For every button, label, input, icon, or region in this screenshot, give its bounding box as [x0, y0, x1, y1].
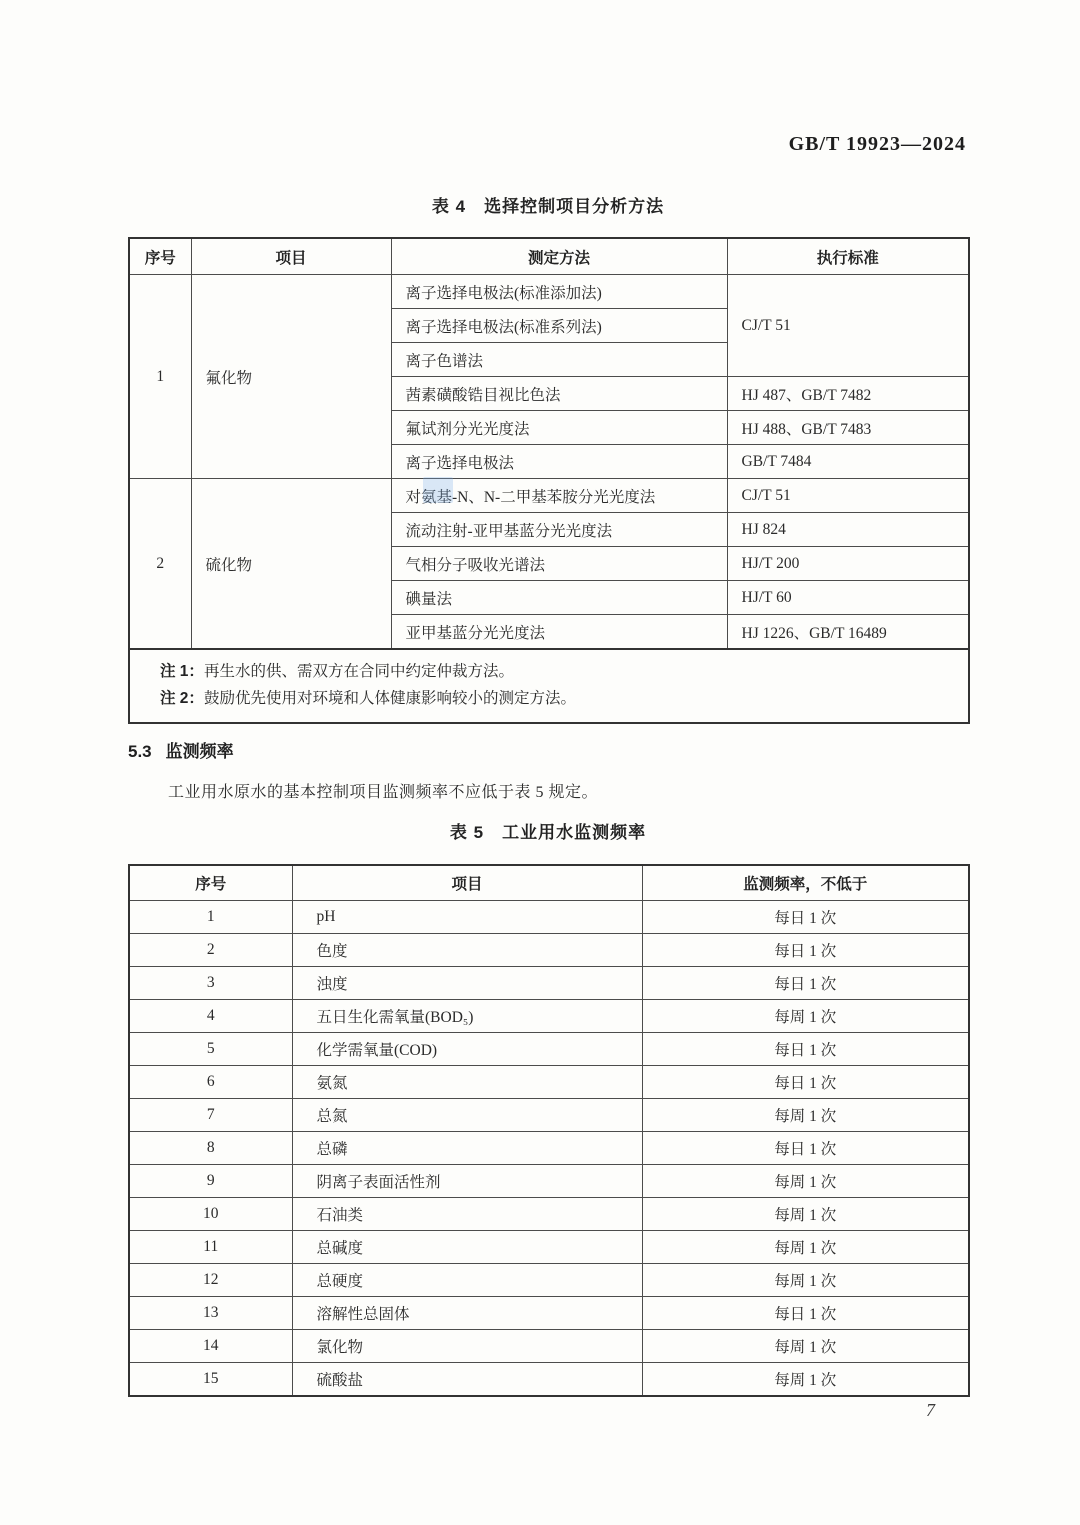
- item-name: 石油类: [292, 1198, 642, 1231]
- frequency-value: 每日 1 次: [642, 901, 969, 934]
- frequency-value: 每周 1 次: [642, 1330, 969, 1363]
- standard-code: HJ/T 60: [727, 581, 969, 615]
- table5-body: [129, 901, 969, 1397]
- item-name: 阴离子表面活性剂: [292, 1165, 642, 1198]
- table5-row: [129, 1330, 969, 1363]
- row-number: 13: [129, 1297, 292, 1330]
- col-header-method: 测定方法: [391, 238, 727, 275]
- standard-code: HJ 487、GB/T 7482: [727, 377, 969, 411]
- method-name: 亚甲基蓝分光光度法: [391, 615, 727, 650]
- standard-code: HJ 1226、GB/T 16489: [727, 615, 969, 650]
- table5-row: [129, 1000, 969, 1033]
- frequency-value: 每周 1 次: [642, 1363, 969, 1397]
- item-name: 总碱度: [292, 1231, 642, 1264]
- item-name: pH: [292, 901, 642, 934]
- method-name: 气相分子吸收光谱法: [391, 547, 727, 581]
- item-name: 溶解性总固体: [292, 1297, 642, 1330]
- table5-row: [129, 1132, 969, 1165]
- table5-row: [129, 901, 969, 934]
- frequency-value: 每周 1 次: [642, 1099, 969, 1132]
- standard-code: CJ/T 51: [727, 479, 969, 513]
- frequency-value: 每日 1 次: [642, 1297, 969, 1330]
- row-number: 10: [129, 1198, 292, 1231]
- row-number: 8: [129, 1132, 292, 1165]
- frequency-value: 每日 1 次: [642, 967, 969, 1000]
- table5-header: [129, 865, 969, 901]
- item-name: 五日生化需氧量(BOD₅): [292, 1000, 642, 1033]
- table5-header-row: [129, 865, 969, 901]
- item-name: 氯化物: [292, 1330, 642, 1363]
- note-text: 再生水的供、需双方在合同中约定仲裁方法。: [203, 663, 514, 680]
- table5-row: [129, 1033, 969, 1066]
- frequency-value: 每日 1 次: [642, 1033, 969, 1066]
- method-name: 流动注射-亚甲基蓝分光光度法: [391, 513, 727, 547]
- note-text: 鼓励优先使用对环境和人体健康影响较小的测定方法。: [203, 690, 576, 707]
- row-number: 3: [129, 967, 292, 1000]
- table5-row: [129, 1198, 969, 1231]
- table5-row: [129, 934, 969, 967]
- method-name: 离子色谱法: [391, 343, 727, 377]
- page-number: 7: [926, 1400, 935, 1420]
- item-name: 氟化物: [191, 275, 391, 479]
- table5-monitoring-frequency: [128, 864, 970, 1397]
- table4-row: [129, 275, 969, 309]
- item-name: 硫化物: [191, 479, 391, 650]
- row-number: 4: [129, 1000, 292, 1033]
- table5-row: [129, 1264, 969, 1297]
- method-name: 离子选择电极法(标准添加法): [391, 275, 727, 309]
- row-number: 7: [129, 1099, 292, 1132]
- table4-analysis-methods: [128, 237, 970, 724]
- frequency-value: 每周 1 次: [642, 1231, 969, 1264]
- section-paragraph: 工业用水原水的基本控制项目监测频率不应低于表 5 规定。: [168, 784, 599, 801]
- row-number: 2: [129, 479, 191, 650]
- frequency-value: 每日 1 次: [642, 934, 969, 967]
- frequency-value: 每周 1 次: [642, 1198, 969, 1231]
- method-name: 对氨基-N、N-二甲基苯胺分光光度法: [391, 479, 727, 513]
- frequency-value: 每日 1 次: [642, 1066, 969, 1099]
- method-name: 碘量法: [391, 581, 727, 615]
- table5-row: [129, 967, 969, 1000]
- section-number: 5.3: [128, 742, 152, 761]
- method-name: 离子选择电极法(标准系列法): [391, 309, 727, 343]
- method-name: 氟试剂分光光度法: [391, 411, 727, 445]
- table5-row: [129, 1165, 969, 1198]
- method-name: 离子选择电极法: [391, 445, 727, 479]
- row-number: 12: [129, 1264, 292, 1297]
- row-number: 15: [129, 1363, 292, 1397]
- frequency-value: 每日 1 次: [642, 1132, 969, 1165]
- table5-row: [129, 1099, 969, 1132]
- table5-row: [129, 1363, 969, 1397]
- standard-code: HJ 824: [727, 513, 969, 547]
- row-number: 2: [129, 934, 292, 967]
- table4-header: [129, 238, 969, 275]
- standard-code: HJ 488、GB/T 7483: [727, 411, 969, 445]
- item-name: 化学需氧量(COD): [292, 1033, 642, 1066]
- row-number: 6: [129, 1066, 292, 1099]
- item-name: 总氮: [292, 1099, 642, 1132]
- table4-body: [129, 275, 969, 724]
- row-number: 5: [129, 1033, 292, 1066]
- frequency-value: 每周 1 次: [642, 1264, 969, 1297]
- col-header-standard: 执行标准: [727, 238, 969, 275]
- col-header-item: 项目: [292, 865, 642, 901]
- col-header-item: 项目: [191, 238, 391, 275]
- item-name: 浊度: [292, 967, 642, 1000]
- table4-notes-row: [129, 649, 969, 723]
- table4-row: [129, 479, 969, 513]
- col-header-seq: 序号: [129, 238, 191, 275]
- item-name: 总磷: [292, 1132, 642, 1165]
- standard-code: GB/T 7484: [727, 445, 969, 479]
- item-name: 氨氮: [292, 1066, 642, 1099]
- table4-title: 表 4 选择控制项目分析方法: [431, 197, 665, 216]
- col-header-seq: 序号: [129, 865, 292, 901]
- table-notes: [129, 649, 969, 723]
- table5-row: [129, 1066, 969, 1099]
- item-name: 硫酸盐: [292, 1363, 642, 1397]
- row-number: 9: [129, 1165, 292, 1198]
- row-number: 14: [129, 1330, 292, 1363]
- item-name: 色度: [292, 934, 642, 967]
- table5-row: [129, 1297, 969, 1330]
- table5-row: [129, 1231, 969, 1264]
- row-number: 1: [129, 901, 292, 934]
- table5-title: 表 5 工业用水监测频率: [449, 823, 647, 842]
- table4-header-row: [129, 238, 969, 275]
- frequency-value: 每周 1 次: [642, 1000, 969, 1033]
- frequency-value: 每周 1 次: [642, 1165, 969, 1198]
- standard-code: HJ/T 200: [727, 547, 969, 581]
- note-label: 注 1：: [160, 663, 204, 680]
- table-note: [160, 685, 964, 712]
- section-heading: [128, 737, 234, 762]
- note-label: 注 2：: [160, 690, 204, 707]
- section-title: 监测频率: [165, 742, 234, 761]
- doc-number: GB/T 19923—2024: [788, 133, 966, 155]
- standard-code: CJ/T 51: [727, 275, 969, 377]
- row-number: 1: [129, 275, 191, 479]
- col-header-frequency: 监测频率，不低于: [642, 865, 969, 901]
- row-number: 11: [129, 1231, 292, 1264]
- method-name: 茜素磺酸锆目视比色法: [391, 377, 727, 411]
- table-note: [160, 658, 964, 685]
- item-name: 总硬度: [292, 1264, 642, 1297]
